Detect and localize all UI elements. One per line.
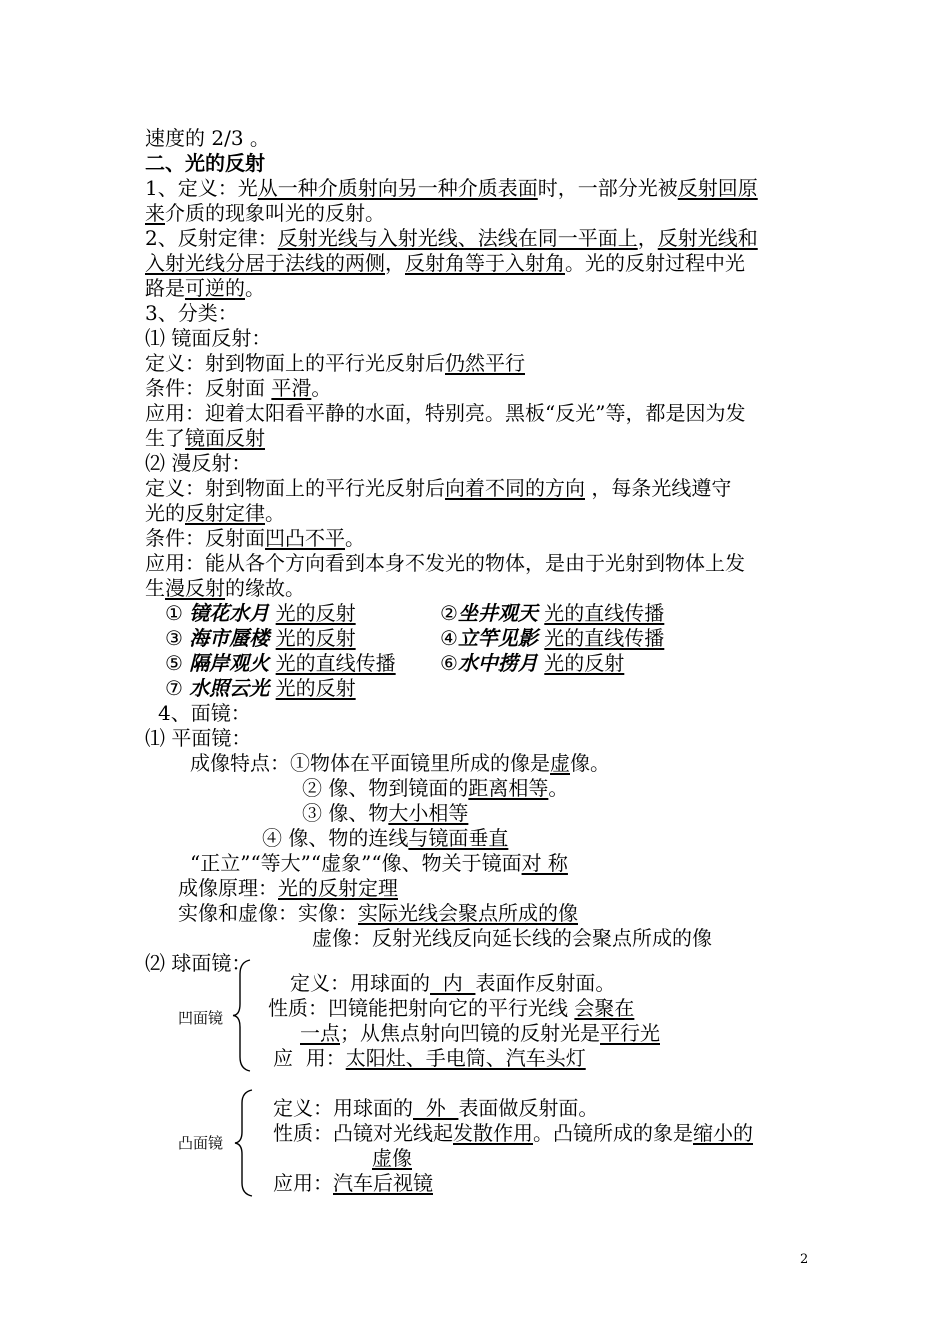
mirror-definition: [145, 350, 525, 376]
text: ，: [385, 251, 405, 275]
virtual-image: [312, 925, 712, 951]
idiom-item: [165, 600, 356, 626]
imaging-feature-3: [302, 800, 468, 826]
text: 性质：凹镜能把射向它的平行光线: [268, 996, 575, 1020]
text: 介质的现象叫光的反射。: [165, 201, 385, 225]
text: 条件：反射面: [145, 376, 272, 400]
idiom-answer: 光的反射: [544, 651, 625, 675]
idiom-answer: 光的直线传播: [544, 601, 665, 625]
heading-text: 二、光的反射: [145, 151, 265, 175]
text: 实像和虚像：实像：: [178, 901, 358, 925]
text: 应用：能从各个方向看到本身不发光的物体，是由于光射到物体上发: [145, 551, 745, 575]
text: ；从焦点射向凹镜的反射光是: [340, 1021, 600, 1045]
diffuse-condition: [145, 525, 365, 551]
text: ，每条光线遵守: [585, 476, 732, 500]
plane-mirror-title: [145, 725, 251, 751]
imaging-principle: [178, 875, 398, 901]
text: 光的: [145, 501, 185, 525]
text: 。光的反射过程中光: [565, 251, 745, 275]
idiom-answer: 光的反射: [275, 601, 356, 625]
text: 应用：迎着太阳看平静的水面，特别亮。黑板“反光”等，都是因为发: [145, 401, 746, 425]
idiom-answer: 光的直线传播: [544, 626, 665, 650]
imaging-feature-1: [190, 750, 610, 776]
diffuse-definition-cont: [145, 500, 285, 526]
idiom-answer: 光的反射: [275, 676, 356, 700]
text: 1、定义：光: [145, 176, 258, 200]
convex-definition: [273, 1095, 598, 1121]
answer: 平行光: [600, 1021, 660, 1045]
text: 应用：: [273, 1171, 333, 1195]
text: 像。: [570, 751, 610, 775]
concave-definition: [290, 970, 615, 996]
text: ，: [637, 226, 658, 250]
text: 路是: [145, 276, 185, 300]
text: 速度的 2/3 。: [145, 126, 270, 150]
idiom-number: ⑥: [440, 651, 458, 675]
answer: 实际光线会聚点所成的像: [358, 901, 578, 925]
concave-application: [273, 1045, 586, 1071]
answer: 仍然平行: [445, 351, 525, 375]
answer: 平滑: [271, 376, 312, 400]
text: 表面作反射面。: [475, 971, 616, 995]
idiom-item: [440, 650, 624, 676]
text-line: [145, 125, 270, 151]
idiom-number: ②: [440, 601, 458, 625]
answer: 虚像: [372, 1146, 412, 1170]
mirrors-heading: [158, 700, 251, 726]
text: 。: [311, 376, 332, 400]
idiom-term: 海市蜃楼: [189, 626, 270, 650]
idiom-number: ④: [440, 626, 458, 650]
text: ④ 像、物的连线: [262, 826, 409, 850]
idiom-number: ⑦: [165, 676, 183, 700]
idiom-item: [440, 600, 664, 626]
idiom-term: 水照云光: [189, 676, 270, 700]
text: 。: [245, 276, 265, 300]
concave-property: [268, 995, 634, 1021]
idiom-term: 水中捞月: [457, 651, 538, 675]
answer: 镜面反射: [185, 426, 265, 450]
idiom-number: ①: [165, 601, 183, 625]
text: 生: [145, 576, 165, 600]
answer: 来: [145, 201, 165, 225]
page-number: [800, 1247, 808, 1273]
text: “正立”“等大”“虚象”“像、物关于镜面: [190, 851, 522, 875]
text: 时，一部分光被: [537, 176, 678, 200]
text: ⑴ 平面镜：: [145, 726, 252, 750]
text: ② 像、物到镜面的: [302, 776, 469, 800]
answer: 反射光线和: [657, 226, 758, 250]
answer: 对 称: [521, 851, 568, 875]
concave-property-cont: [300, 1020, 660, 1046]
reflection-definition-cont: [145, 200, 385, 226]
text: ⑵ 球面镜：: [145, 951, 252, 975]
mirror-reflection-title: [145, 325, 271, 351]
text: 4、面镜：: [158, 701, 251, 725]
text: 。凸镜所成的象是: [533, 1121, 693, 1145]
idiom-number: ③: [165, 626, 183, 650]
text: 成像原理：: [178, 876, 278, 900]
text: 的缘故。: [225, 576, 305, 600]
answer: 缩小的: [693, 1121, 753, 1145]
text: 。: [345, 526, 365, 550]
text: 定义：射到物面上的平行光反射后: [145, 476, 445, 500]
text: ⑵ 漫反射：: [145, 451, 252, 475]
answer: 向着不同的方向: [445, 476, 585, 500]
text: 。: [265, 501, 285, 525]
answer: 入射光线分居于法线的两侧: [145, 251, 385, 275]
text: 生了: [145, 426, 185, 450]
text: 3、分类：: [145, 301, 238, 325]
idiom-term: 立竿见影: [457, 626, 538, 650]
mirror-application: [145, 400, 745, 426]
reflection-law: [145, 225, 758, 251]
imaging-feature-4: [262, 825, 508, 851]
answer: 太阳灶、手电筒、汽车头灯: [345, 1046, 586, 1070]
diffuse-application-cont: [145, 575, 305, 601]
answer: 光的反射定理: [278, 876, 398, 900]
text: 凸面镜: [178, 1134, 224, 1152]
answer: 凹凸不平: [265, 526, 345, 550]
text: ⑴ 镜面反射：: [145, 326, 272, 350]
concave-mirror-label: [178, 1005, 223, 1031]
mirror-condition: [145, 375, 331, 401]
text: 定义：用球面的: [273, 1096, 413, 1120]
answer: 外: [413, 1096, 459, 1120]
text: ③ 像、物: [302, 801, 389, 825]
answer: 从一种介质射向另一种介质表面: [257, 176, 538, 200]
idiom-term: 坐井观天: [457, 601, 538, 625]
text: 凹面镜: [178, 1009, 224, 1027]
text: 表面做反射面。: [458, 1096, 599, 1120]
text: 虚像：反射光线反向延长线的会聚点所成的像: [312, 926, 712, 950]
answer: 反射定律: [185, 501, 265, 525]
answer: 与镜面垂直: [408, 826, 509, 850]
convex-mirror-label: [178, 1130, 223, 1156]
answer: 反射回原: [677, 176, 758, 200]
convex-property: [273, 1120, 753, 1146]
answer: 虚: [550, 751, 570, 775]
idiom-term: 镜花水月: [189, 601, 270, 625]
brace-icon: [232, 1088, 254, 1198]
diffuse-definition: [145, 475, 731, 501]
text: 2: [800, 1252, 809, 1267]
answer: 反射角等于入射角: [405, 251, 565, 275]
text: 。: [548, 776, 569, 800]
answer: 汽车后视镜: [333, 1171, 433, 1195]
answer: 距离相等: [468, 776, 549, 800]
brace-icon: [230, 958, 252, 1073]
reflection-law-cont: [145, 250, 745, 276]
convex-application: [273, 1170, 433, 1196]
imaging-summary: [190, 850, 568, 876]
answer: 内: [430, 971, 476, 995]
reflection-definition: [145, 175, 758, 201]
text: 应 用：: [273, 1046, 346, 1070]
text: 定义：用球面的: [290, 971, 430, 995]
idiom-item: [165, 675, 356, 701]
diffuse-reflection-title: [145, 450, 251, 476]
imaging-feature-2: [302, 775, 568, 801]
text: 2、反射定律：: [145, 226, 278, 250]
mirror-application-cont: [145, 425, 265, 451]
idiom-item: [440, 625, 664, 651]
diffuse-application: [145, 550, 745, 576]
text: 性质：凸镜对光线起: [273, 1121, 453, 1145]
idiom-number: ⑤: [165, 651, 183, 675]
reflection-law-cont: [145, 275, 265, 301]
idiom-answer: 光的直线传播: [275, 651, 396, 675]
text: 条件：反射面: [145, 526, 265, 550]
answer: 发散作用: [453, 1121, 533, 1145]
section-heading: [145, 150, 265, 176]
real-image: [178, 900, 578, 926]
answer: 反射光线与入射光线、法线在同一平面上: [277, 226, 638, 250]
idiom-answer: 光的反射: [275, 626, 356, 650]
answer: 漫反射: [165, 576, 225, 600]
classification-heading: [145, 300, 238, 326]
idiom-term: 隔岸观火: [189, 651, 270, 675]
idiom-item: [165, 625, 356, 651]
text: 成像特点：①物体在平面镜里所成的像是: [190, 751, 550, 775]
text: 定义：射到物面上的平行光反射后: [145, 351, 445, 375]
answer: 会聚在: [574, 996, 635, 1020]
answer: 大小相等: [388, 801, 469, 825]
answer: 可逆的: [185, 276, 245, 300]
answer: 一点: [300, 1021, 340, 1045]
idiom-item: [165, 650, 396, 676]
convex-property-cont: [372, 1145, 412, 1171]
